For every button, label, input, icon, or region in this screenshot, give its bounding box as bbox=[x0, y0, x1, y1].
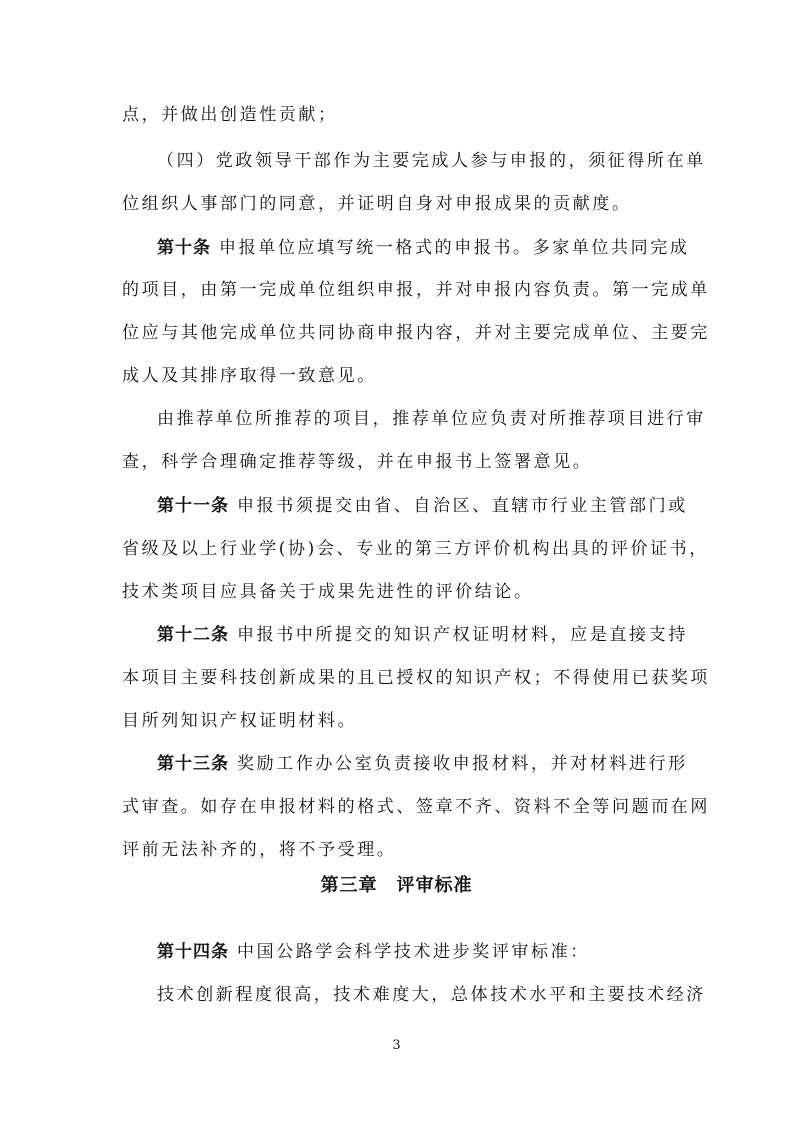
paragraph-line: 本项目主要科技创新成果的且已授权的知识产权；不得使用已获奖项 bbox=[122, 668, 710, 688]
paragraph-line: 位应与其他完成单位共同协商申报内容，并对主要完成单位、主要完 bbox=[122, 323, 710, 343]
paragraph-line: 由推荐单位所推荐的项目，推荐单位应负责对所推荐项目进行审 bbox=[157, 409, 706, 429]
paragraph-line: 式审查。如存在申报材料的格式、签章不齐、资料不全等问题而在网 bbox=[122, 797, 710, 817]
paragraph-line: 成人及其排序取得一致意见。 bbox=[122, 366, 377, 386]
article-number: 第十一条 bbox=[157, 496, 229, 516]
paragraph-line: 技术类项目应具备关于成果先进性的评价结论。 bbox=[122, 582, 534, 602]
article-heading-line: 第十二条 申报书中所提交的知识产权证明材料，应是直接支持 bbox=[157, 625, 688, 645]
paragraph-line: 技术创新程度很高，技术难度大，总体技术水平和主要技术经济 bbox=[157, 985, 706, 1005]
article-number: 第十三条 bbox=[157, 754, 229, 774]
chapter-title: 第三章 评审标准 bbox=[320, 875, 473, 896]
article-heading-line: 第十三条 奖励工作办公室负责接收申报材料，并对材料进行形 bbox=[157, 754, 688, 774]
paragraph-line: 的项目，由第一完成单位组织申报，并对申报内容负责。第一完成单 bbox=[122, 280, 710, 300]
paragraph-line: （四）党政领导干部作为主要完成人参与申报的，须征得所在单 bbox=[157, 151, 706, 171]
article-number: 第十条 bbox=[157, 238, 211, 258]
paragraph-line: 省级及以上行业学(协)会、专业的第三方评价机构出具的评价证书， bbox=[122, 539, 709, 559]
article-number: 第十四条 bbox=[157, 942, 229, 962]
page-number: 3 bbox=[392, 1038, 401, 1053]
article-heading-line: 第十条 申报单位应填写统一格式的申报书。多家单位共同完成 bbox=[157, 238, 690, 258]
paragraph-line: 目所列知识产权证明材料。 bbox=[122, 711, 358, 731]
paragraph-line: 查，科学合理确定推荐等级，并在申报书上签署意见。 bbox=[122, 452, 593, 472]
article-number: 第十二条 bbox=[157, 625, 229, 645]
paragraph-line: 评前无法补齐的，将不予受理。 bbox=[122, 840, 397, 860]
article-heading-line: 第十四条 中国公路学会科学技术进步奖评审标准： bbox=[157, 942, 590, 962]
article-heading-line: 第十一条 申报书须提交由省、自治区、直辖市行业主管部门或 bbox=[157, 496, 688, 516]
paragraph-line: 点，并做出创造性贡献； bbox=[122, 105, 338, 125]
paragraph-line: 位组织人事部门的同意，并证明自身对申报成果的贡献度。 bbox=[122, 194, 632, 214]
